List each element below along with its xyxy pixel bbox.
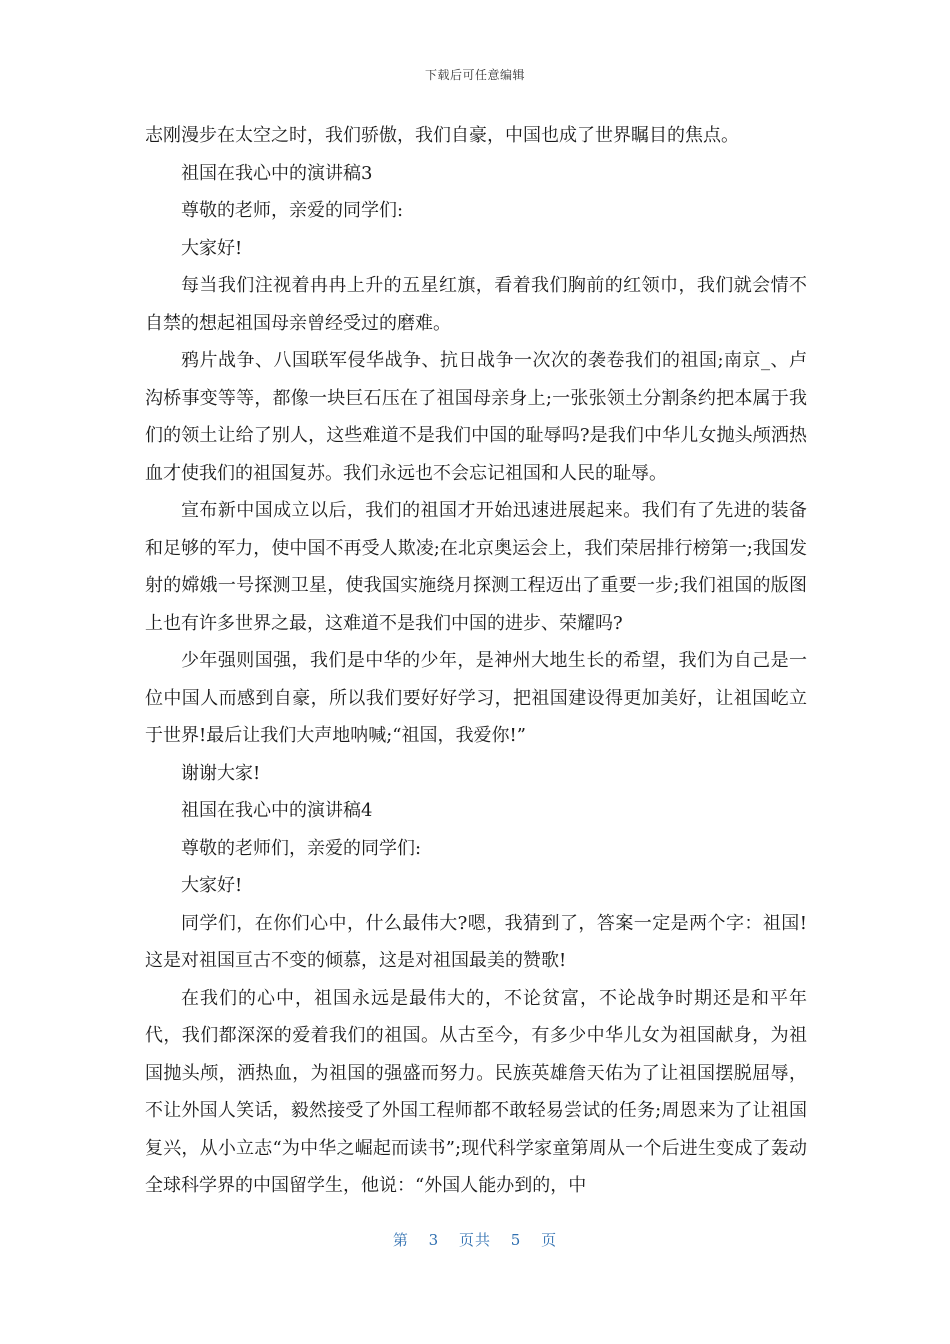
- page-number: 第 3 页共 5 页: [392, 1231, 558, 1249]
- paragraph: 少年强则国强，我们是中华的少年，是神州大地生长的希望，我们为自己是一位中国人而感到自豪，所以我们要好好学习，把祖国建设得更加美好，让祖国屹立于世界!最后让我们大声地呐喊;“祖国，我爱你!”: [145, 650, 807, 746]
- greeting: 大家好!: [181, 237, 243, 259]
- header-note: 下载后可任意编辑: [424, 68, 525, 82]
- document-body: [145, 117, 807, 1205]
- paragraph: 宣布新中国成立以后，我们的祖国才开始迅速进展起来。我们有了先进的装备和足够的军力，使中国不再受人欺凌;在北京奥运会上，我们荣居排行榜第一;我国发射的嫦娥一号探测卫星，使我国实施绕月探测工程迈出了重要一步;我们祖国的版图上也有许多世界之最，这难道不是我们中国的进步、荣耀吗?: [145, 500, 807, 634]
- salutation: 尊敬的老师们，亲爱的同学们:: [181, 837, 422, 859]
- section-title: 祖国在我心中的演讲稿4: [181, 800, 373, 821]
- closing: 谢谢大家!: [181, 762, 261, 784]
- greeting: 大家好!: [181, 875, 243, 896]
- salutation: 尊敬的老师，亲爱的同学们:: [181, 200, 404, 221]
- section-title: 祖国在我心中的演讲稿3: [181, 162, 373, 184]
- paragraph: 鸦片战争、八国联军侵华战争、抗日战争一次次的袭卷我们的祖国;南京_、卢沟桥事变等等，都像一块巨石压在了祖国母亲身上;一张张领土分割条约把本属于我们的领土让给了别人，这些难道不是我们中国的耻辱吗?是我们中华儿女抛头颅洒热血才使我们的祖国复苏。我们永远也不会忘记祖国和人民的耻辱。: [145, 350, 807, 484]
- paragraph: 每当我们注视着冉冉上升的五星红旗，看着我们胸前的红领巾，我们就会情不自禁的想起祖国母亲曾经受过的磨难。: [145, 275, 807, 334]
- paragraph: 志刚漫步在太空之时，我们骄傲，我们自豪，中国也成了世界瞩目的焦点。: [145, 125, 739, 146]
- paragraph: 同学们，在你们心中，什么最伟大?嗯，我猜到了，答案一定是两个字：祖国!这是对祖国亘古不变的倾慕，这是对祖国最美的赞歌!: [145, 912, 807, 971]
- paragraph: 在我们的心中，祖国永远是最伟大的，不论贫富，不论战争时期还是和平年代，我们都深深的爱着我们的祖国。从古至今，有多少中华儿女为祖国献身，为祖国抛头颅，洒热血，为祖国的强盛而努力。民族英雄詹天佑为了让祖国摆脱屈辱，不让外国人笑话，毅然接受了外国工程师都不敢轻易尝试的任务;周恩来为了让祖国复兴，从小立志“为中华之崛起而读书”;现代科学家童第周从一个后进生变成了轰动全球科学界的中国留学生，他说：“外国人能办到的，中: [145, 987, 807, 1196]
